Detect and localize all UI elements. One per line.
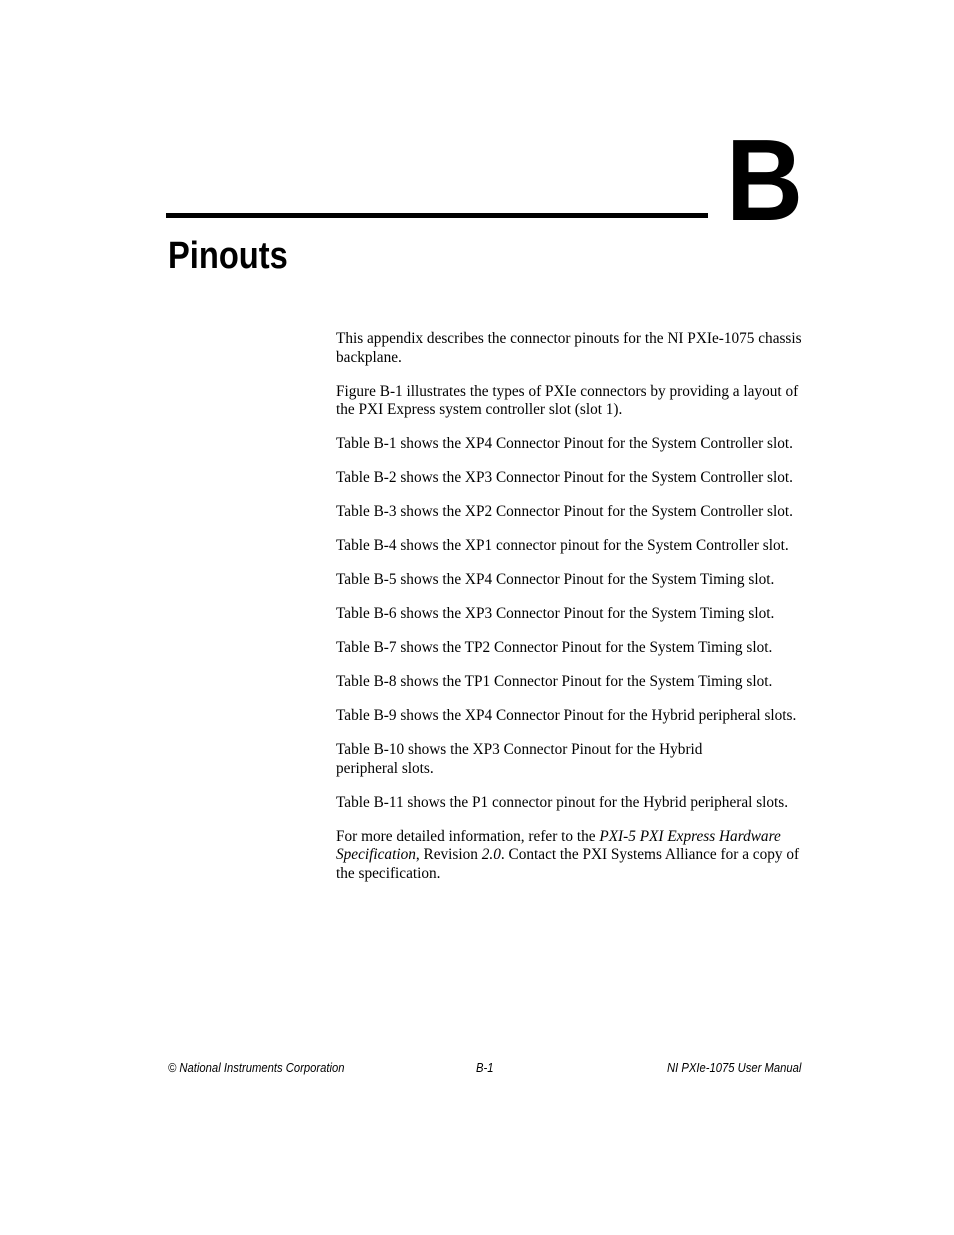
footer-manual-title: NI PXIe-1075 User Manual xyxy=(666,1061,801,1075)
body-text xyxy=(336,330,806,899)
reference-tail: . Contact the PXI Systems Alliance for a copy of the specification. xyxy=(336,846,800,882)
paragraph-intro: This appendix describes the connector pinouts for the NI PXIe-1075 chassis backplane. xyxy=(336,330,802,366)
paragraph-table-b10-line2: peripheral slots. xyxy=(336,759,434,777)
paragraph-table-b9: Table B-9 shows the XP4 Connector Pinout for the Hybrid peripheral slots. xyxy=(336,707,797,724)
reference-spec-title: PXI-5 PXI Express Hardware Specification xyxy=(336,827,781,863)
chapter-letter: B xyxy=(726,115,802,245)
paragraph-table-b5: Table B-5 shows the XP4 Connector Pinout for the System Timing slot. xyxy=(336,571,775,588)
paragraph-table-b7: Table B-7 shows the TP2 Connector Pinout for the System Timing slot. xyxy=(336,639,773,656)
paragraph-table-b10 xyxy=(336,741,806,778)
reference-revision-prefix: , Revision xyxy=(415,846,482,863)
paragraph-table-b10-line1: Table B-10 shows the XP3 Connector Pinout for the Hybrid xyxy=(336,741,703,758)
paragraph-table-b4: Table B-4 shows the XP1 connector pinout for the System Controller slot. xyxy=(336,537,789,554)
footer-page-number: B-1 xyxy=(476,1061,494,1075)
paragraph-table-b11: Table B-11 shows the P1 connector pinout for the Hybrid peripheral slots. xyxy=(336,793,789,811)
paragraph-table-b8: Table B-8 shows the TP1 Connector Pinout for the System Timing slot. xyxy=(336,673,773,690)
footer-copyright: © National Instruments Corporation xyxy=(168,1061,345,1075)
reference-lead: For more detailed information, refer to the xyxy=(336,827,600,845)
paragraph-table-b1: Table B-1 shows the XP4 Connector Pinout for the System Controller slot. xyxy=(336,435,793,452)
paragraph-table-b6: Table B-6 shows the XP3 Connector Pinout for the System Timing slot. xyxy=(336,605,775,622)
chapter-title: Pinouts xyxy=(168,235,288,277)
paragraph-figure-b1: Figure B-1 illustrates the types of PXIe connectors by providing a layout of the PXI Express system controller slot (slot 1). xyxy=(336,382,799,418)
reference-revision: 2.0 xyxy=(481,846,501,863)
chapter-rule xyxy=(166,213,708,218)
paragraph-table-b3: Table B-3 shows the XP2 Connector Pinout for the System Controller slot. xyxy=(336,503,793,520)
paragraph-reference xyxy=(336,828,806,884)
paragraph-table-b2: Table B-2 shows the XP3 Connector Pinout for the System Controller slot. xyxy=(336,469,793,486)
